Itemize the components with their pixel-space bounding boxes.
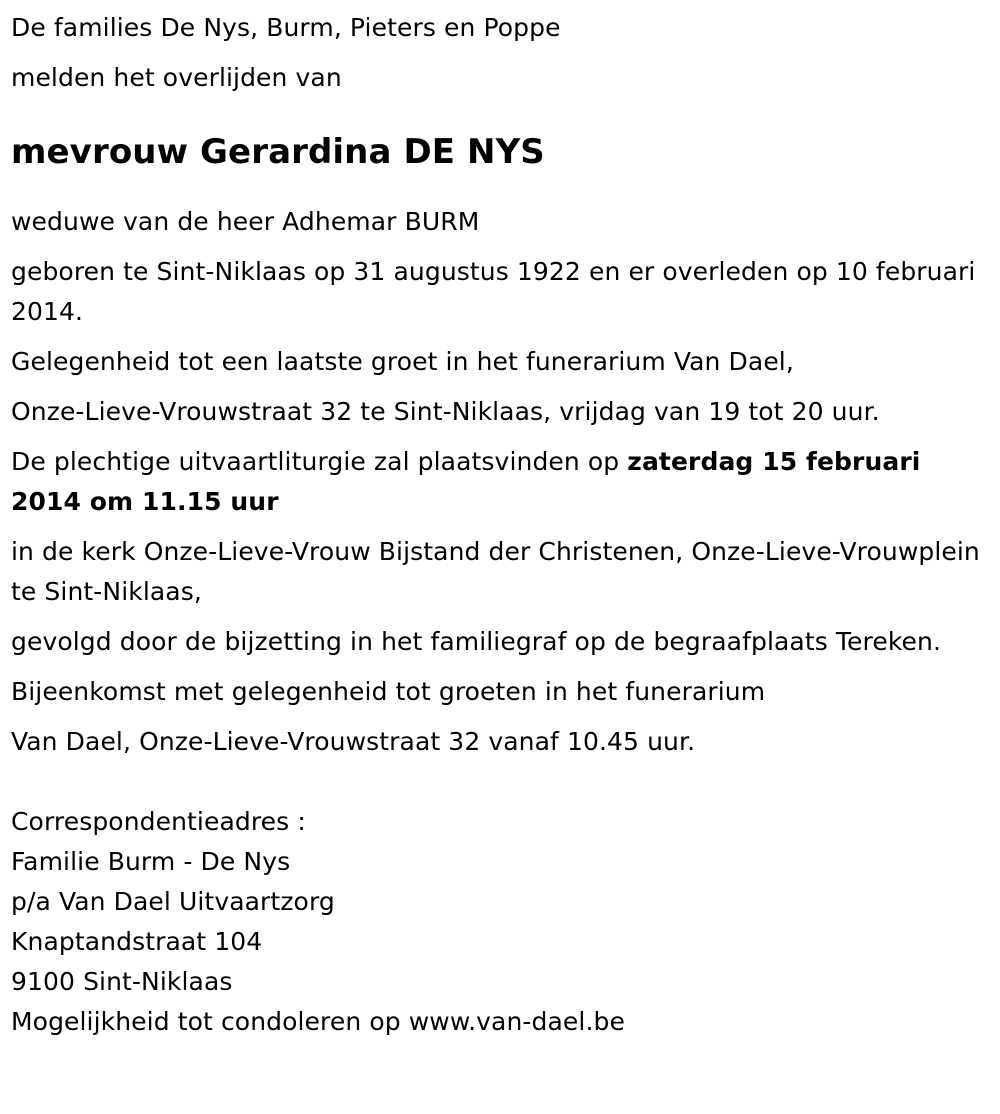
correspondence-city: 9100 Sint-Niklaas — [11, 967, 233, 996]
intro-families: De families De Nys, Burm, Pieters en Poppe — [11, 13, 561, 42]
gathering-line-1: Bijeenkomst met gelegenheid tot groeten in het funerarium — [11, 677, 766, 706]
intro-announcement: melden het overlijden van — [11, 63, 342, 92]
gathering-line-2: Van Dael, Onze-Lieve-Vrouwstraat 32 vanaf 10.45 uur. — [11, 727, 696, 756]
correspondence-street: Knaptandstraat 104 — [11, 927, 263, 956]
obituary-document — [11, 8, 986, 1042]
viewing-line-1: Gelegenheid tot een laatste groet in het funerarium Van Dael, — [11, 347, 794, 376]
correspondence-family: Familie Burm - De Nys — [11, 847, 291, 876]
correspondence-label: Correspondentieadres : — [11, 807, 306, 836]
church-line: in de kerk Onze-Lieve-Vrouw Bijstand der Christenen, Onze-Lieve-Vrouwplein te Sint-Niklaas, — [11, 537, 980, 606]
burial-line: gevolgd door de bijzetting in het familiegraf op de begraafplaats Tereken. — [11, 627, 941, 656]
correspondence-care-of: p/a Van Dael Uitvaartzorg — [11, 887, 335, 916]
correspondence-address — [11, 802, 986, 1042]
liturgy-line — [11, 442, 986, 522]
liturgy-date: zaterdag 15 februari 2014 om 11.15 uur — [11, 447, 921, 516]
widow-line: weduwe van de heer Adhemar BURM — [11, 207, 480, 236]
deceased-name: mevrouw Gerardina DE NYS — [11, 132, 545, 172]
viewing-line-2: Onze-Lieve-Vrouwstraat 32 te Sint-Niklaas, vrijdag van 19 tot 20 uur. — [11, 397, 880, 426]
condolence-line: Mogelijkheid tot condoleren op www.van-dael.be — [11, 1007, 625, 1036]
born-died-line: geboren te Sint-Niklaas op 31 augustus 1922 en er overleden op 10 februari 2014. — [11, 257, 976, 326]
liturgy-prefix: De plechtige uitvaartliturgie zal plaatsvinden op — [11, 447, 628, 476]
